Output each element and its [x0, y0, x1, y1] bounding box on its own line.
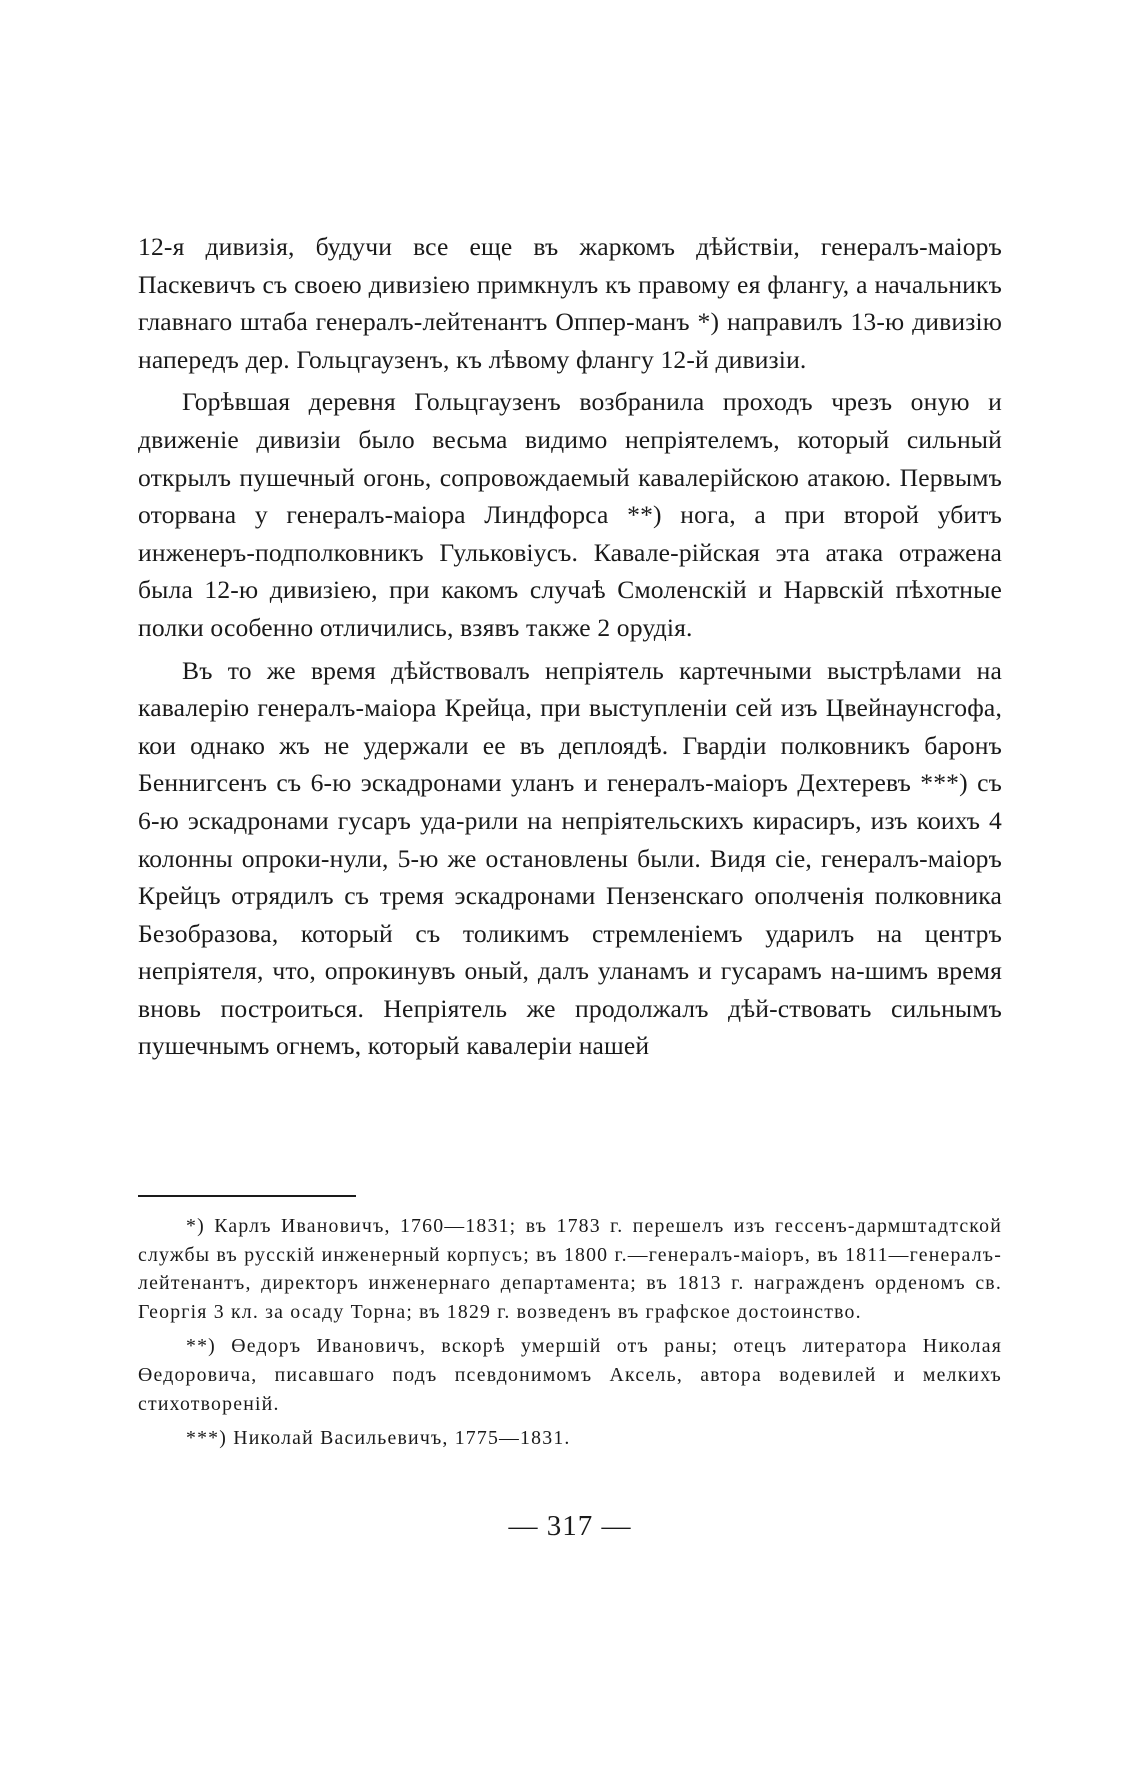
footnote-3: ***) Николай Васильевичъ, 1775—1831. [186, 1427, 571, 1450]
main-text [138, 228, 1002, 1070]
footnote-separator [138, 1195, 356, 1197]
paragraph-2: Горѣвшая деревня Гольцгаузенъ возбранила проходъ чрезъ оную и движеніе дивизіи было весьма видимо непріятелемъ, который сильный открылъ пушечный огонь, сопровождаемый кавалерійскою атакою. Первымъ оторвана у генералъ-маіора Линдфорса **) нога, а при второй убитъ инженеръ-подполковникъ Гульковіусъ. Кавале-рійская эта атака отражена была 12-ю дивизіею, при какомъ случаѣ Смоленскій и Нарвскій пѣхотные полки особенно отличились, взявъ также 2 орудія. [138, 387, 1002, 642]
footnotes [138, 1212, 1002, 1459]
footnote-2: **) Өедоръ Ивановичъ, вскорѣ умершій отъ раны; отецъ литератора Николая Өедоровича, писавшаго подъ псевдонимомъ Аксель, автора водевилей и мелкихъ стихотвореній. [138, 1335, 1002, 1415]
page-number: — 317 — [508, 1510, 632, 1542]
paragraph-1: 12-я дивизія, будучи все еще въ жаркомъ дѣйствіи, генералъ-маіоръ Паскевичъ съ своею дивизіею примкнулъ къ правому ея флангу, а начальникъ главнаго штаба генералъ-лейтенантъ Оппер-манъ *) направилъ 13-ю дивизію напередъ дер. Гольцгаузенъ, къ лѣвому флангу 12-й дивизіи. [138, 232, 1002, 374]
footnote-1: *) Карлъ Ивановичъ, 1760—1831; въ 1783 г. перешелъ изъ гессенъ-дармштадтской службы въ русскій инженерный корпусъ; въ 1800 г.—генералъ-маіоръ, въ 1811—генералъ-лейтенантъ, директоръ инженернаго департамента; въ 1813 г. награжденъ орденомъ св. Георгія 3 кл. за осаду Торна; въ 1829 г. возведенъ въ графское достоинство. [138, 1215, 1002, 1323]
paragraph-3: Въ то же время дѣйствовалъ непріятель картечными выстрѣлами на кавалерію генералъ-маіора Крейца, при выступленіи сей изъ Цвейнаунсгофа, кои однако жъ не удержали ее въ деплоядѣ. Гвардіи полковникъ баронъ Беннигсенъ съ 6-ю эскадронами уланъ и генералъ-маіоръ Дехтеревъ ***) съ 6-ю эскадронами гусаръ уда-рили на непріятельскихъ кирасиръ, изъ коихъ 4 колонны опроки-нули, 5-ю же остановлены были. Видя сіе, генералъ-маіоръ Крейцъ отрядилъ съ тремя эскадронами Пензенскаго ополченія полковника Безобразова, который съ толикимъ стремленіемъ ударилъ на центръ непріятеля, что, опрокинувъ оный, далъ уланамъ и гусарамъ на-шимъ время вновь построиться. Непріятель же продолжалъ дѣй-ствовать сильнымъ пушечнымъ огнемъ, который кавалеріи нашей [138, 655, 1002, 1061]
